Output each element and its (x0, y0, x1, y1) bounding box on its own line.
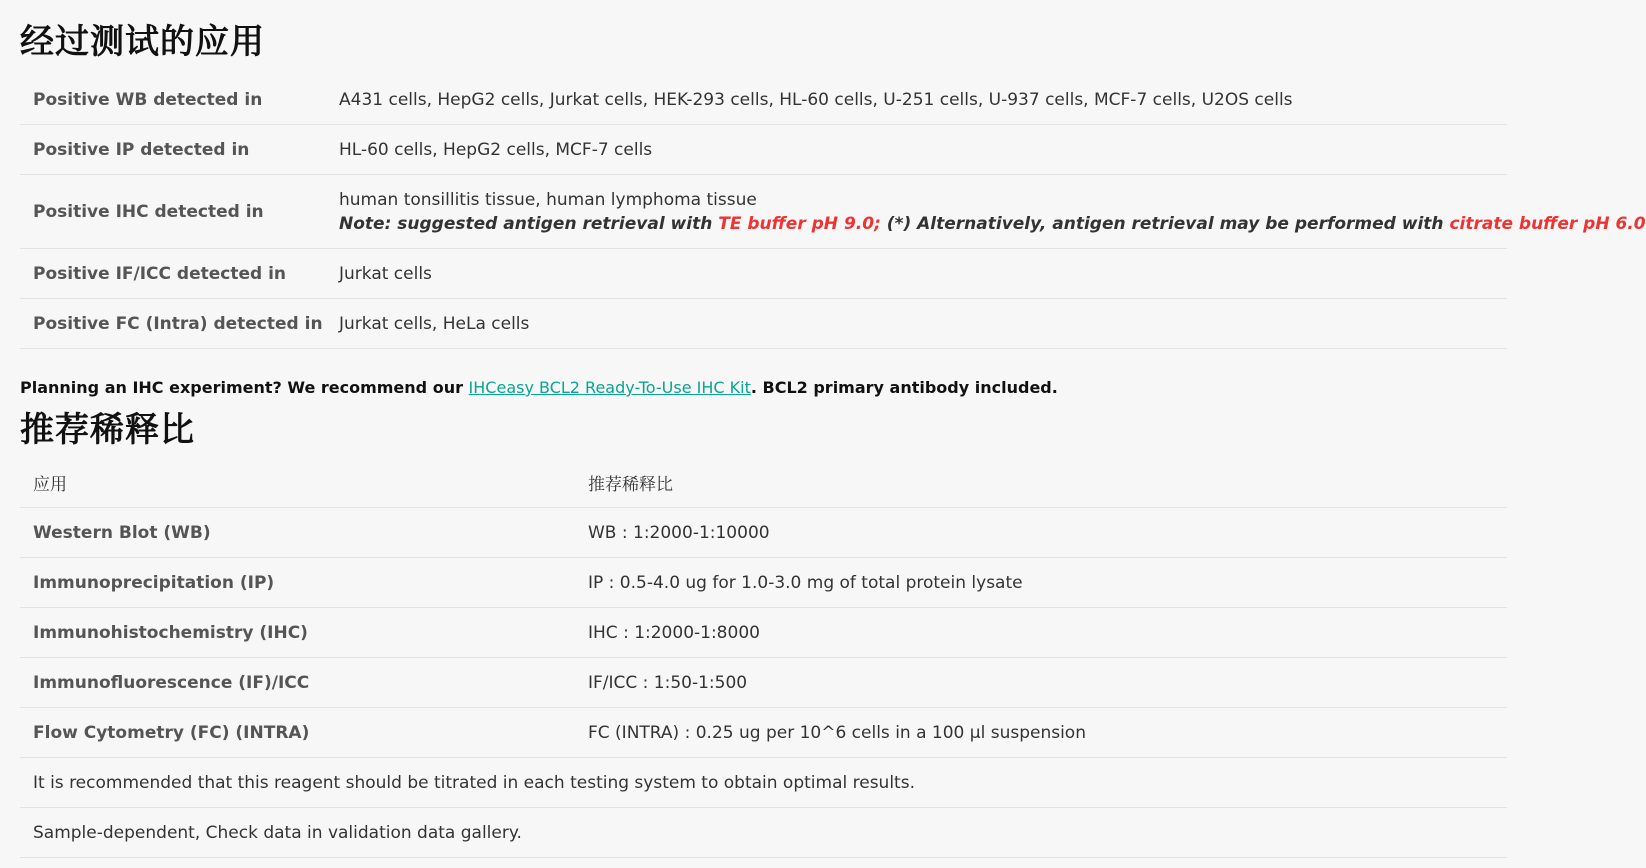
applications-title: 经过测试的应用 (20, 22, 265, 62)
row-label: Positive IP detected in (20, 125, 326, 175)
table-row (20, 75, 1507, 125)
row-label: Positive IHC detected in (20, 175, 326, 249)
table-row (20, 125, 1507, 175)
row-value: Jurkat cells (326, 249, 1507, 299)
table-row (20, 175, 1507, 249)
row-label: Positive FC (Intra) detected in (20, 299, 326, 349)
ihc-tissue-list: human tonsillitis tissue, human lymphoma tissue (339, 189, 757, 210)
note-middle: (*) Alternatively, antigen retrieval may be performed with (880, 213, 1450, 234)
dilution-table (20, 457, 1507, 858)
table-note-row (20, 808, 1507, 858)
table-row (20, 658, 1507, 708)
table-note-row (20, 758, 1507, 808)
note-highlight-citrate-buffer: citrate buffer pH 6.0 (1449, 213, 1646, 234)
applications-table (20, 75, 1646, 349)
dilution-title: 推荐稀释比 (20, 410, 195, 450)
table-row (20, 299, 1507, 349)
table-row (20, 249, 1507, 299)
row-application: Western Blot (WB) (20, 508, 575, 558)
row-value: A431 cells, HepG2 cells, Jurkat cells, HEK-293 cells, HL-60 cells, U-251 cells, U-937 cells, MCF-7 cells, U2OS cells (326, 75, 1507, 125)
sample-dependent-note: Sample-dependent, Check data in validation data gallery. (20, 808, 1507, 858)
row-application: Flow Cytometry (FC) (INTRA) (20, 708, 575, 758)
row-dilution: WB : 1:2000-1:10000 (575, 508, 1507, 558)
note-highlight-te-buffer: TE buffer pH 9.0; (718, 213, 881, 234)
note-prefix: Note: suggested antigen retrieval with (339, 213, 719, 234)
header-recommended-dilution: 推荐稀释比 (575, 457, 1507, 508)
row-label: Positive IF/ICC detected in (20, 249, 326, 299)
header-application: 应用 (20, 457, 575, 508)
row-dilution: FC (INTRA) : 0.25 ug per 10^6 cells in a 100 µl suspension (575, 708, 1507, 758)
titration-note: It is recommended that this reagent should be titrated in each testing system to obtain optimal results. (20, 758, 1507, 808)
planning-suffix: . BCL2 primary antibody included. (750, 378, 1058, 397)
row-value: HL-60 cells, HepG2 cells, MCF-7 cells (326, 125, 1507, 175)
row-dilution: IHC : 1:2000-1:8000 (575, 608, 1507, 658)
table-header-row (20, 457, 1507, 508)
row-label: Positive WB detected in (20, 75, 326, 125)
row-application: Immunofluorescence (IF)/ICC (20, 658, 575, 708)
row-application: Immunohistochemistry (IHC) (20, 608, 575, 658)
planning-prefix: Planning an IHC experiment? We recommend our (20, 378, 469, 397)
row-dilution: IF/ICC : 1:50-1:500 (575, 658, 1507, 708)
row-value (326, 175, 1646, 249)
table-row (20, 708, 1507, 758)
row-value: Jurkat cells, HeLa cells (326, 299, 1507, 349)
table-row (20, 558, 1507, 608)
row-application: Immunoprecipitation (IP) (20, 558, 575, 608)
table-row (20, 608, 1507, 658)
table-row (20, 508, 1507, 558)
row-dilution: IP : 0.5-4.0 ug for 1.0-3.0 mg of total protein lysate (575, 558, 1507, 608)
ihceasy-kit-link[interactable]: IHCeasy BCL2 Ready-To-Use IHC Kit (468, 378, 751, 397)
planning-ihc-banner (20, 349, 1507, 400)
antigen-retrieval-note (339, 212, 1646, 236)
